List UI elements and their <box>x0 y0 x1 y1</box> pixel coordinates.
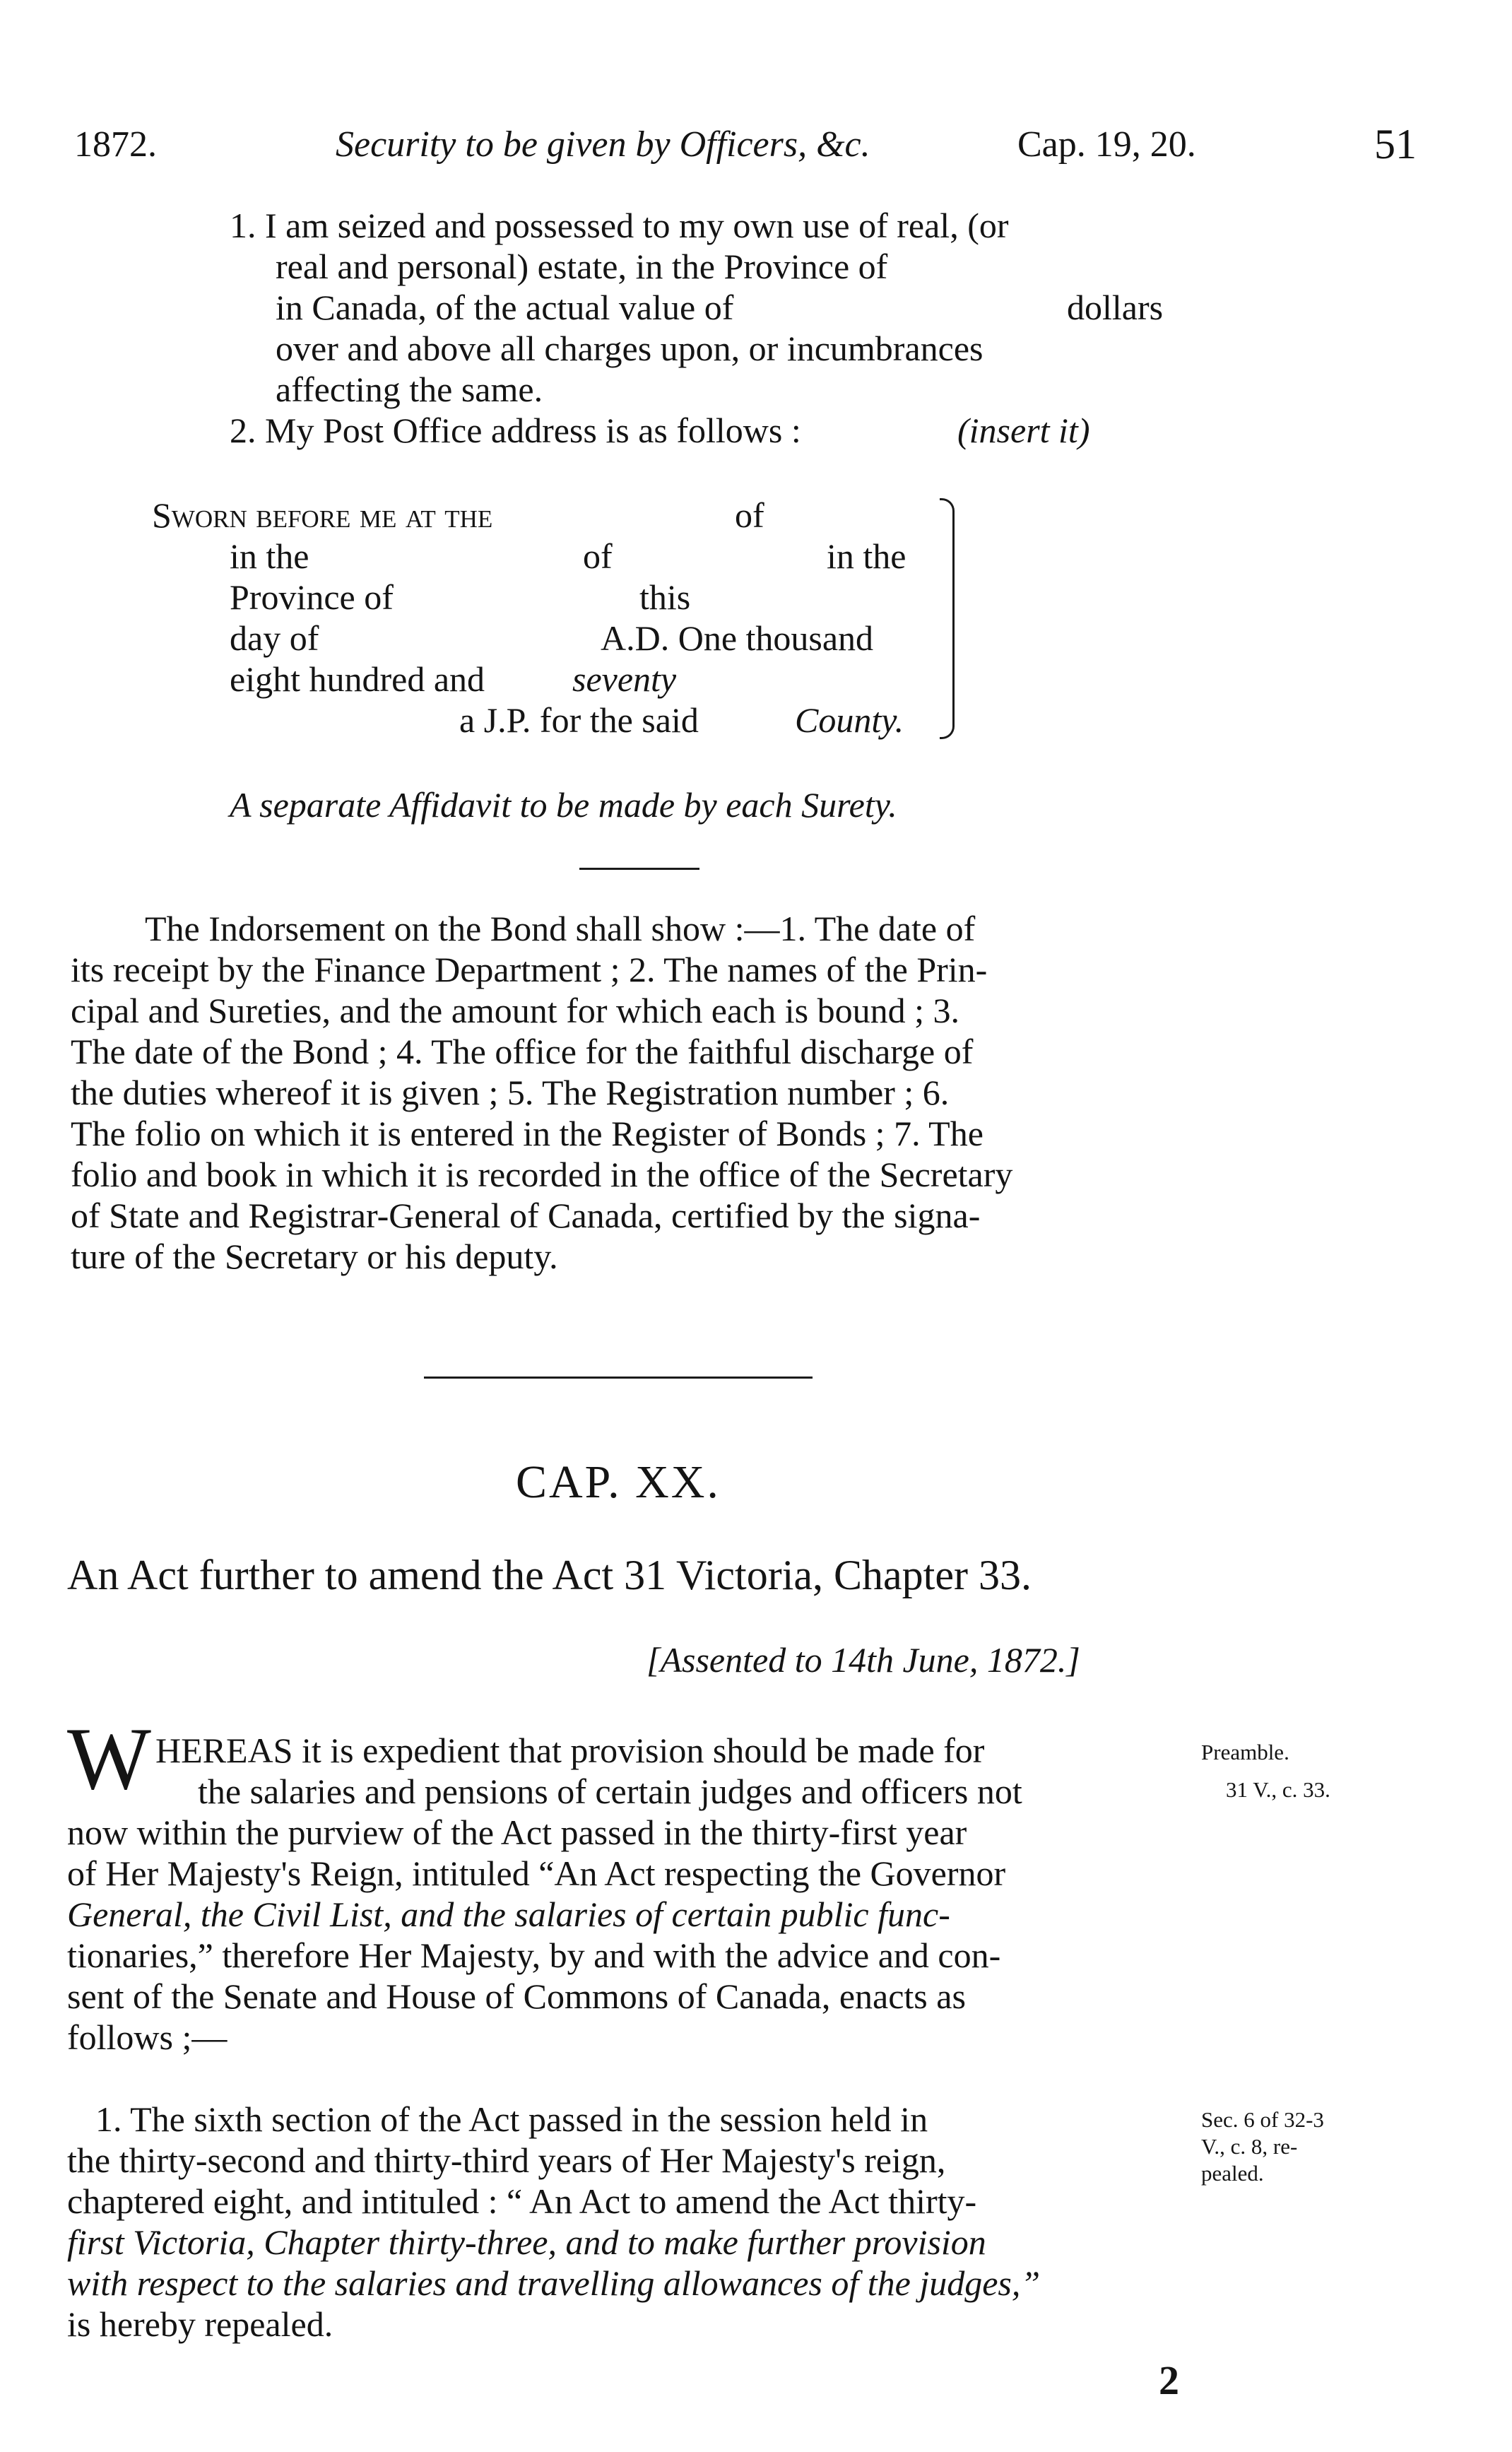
affidavit-line-5: affecting the same. <box>276 370 543 409</box>
sworn-row-2a: in the <box>230 536 309 576</box>
indorsement-line-1: The Indorsement on the Bond shall show :—1. The date of <box>145 909 976 948</box>
signature-mark: 2 <box>1159 2357 1179 2403</box>
preamble-line-7: sent of the Senate and House of Commons of Canada, enacts as <box>67 1976 966 2016</box>
sworn-row-1b: of <box>735 495 764 535</box>
indorsement-line-3: cipal and Sureties, and the amount for which each is bound ; 3. <box>71 991 960 1030</box>
margin-note-vc8: V., c. 8, re- <box>1201 2134 1298 2159</box>
preamble-line-8: follows ;— <box>67 2017 228 2057</box>
sworn-row-1a: Sworn before me at the <box>152 495 493 535</box>
affidavit-note: A separate Affidavit to be made by each Surety. <box>230 785 897 825</box>
page-number: 51 <box>1374 121 1417 167</box>
indorsement-line-5: the duties whereof it is given ; 5. The Registration number ; 6. <box>71 1073 950 1112</box>
sworn-row-5b: seventy <box>572 659 677 699</box>
section-1-line-2: the thirty-second and thirty-third years of Her Majesty's reign, <box>67 2140 946 2180</box>
section-divider <box>424 1377 813 1379</box>
header-title: Security to be given by Officers, &c. <box>336 124 870 165</box>
sworn-row-4b: A.D. One thousand <box>601 618 874 658</box>
preamble-line-3: now within the purview of the Act passed in the thirty-first year <box>67 1813 967 1852</box>
affidavit-insert: (insert it) <box>957 411 1090 450</box>
affidavit-line-4: over and above all charges upon, or incumbrances <box>276 329 984 368</box>
preamble-line-6: tionaries,” therefore Her Majesty, by and with the advice and con- <box>67 1935 1001 1975</box>
header-chapter: Cap. 19, 20. <box>1017 124 1196 165</box>
preamble-line-1: HEREAS it is expedient that provision should be made for <box>155 1731 985 1770</box>
preamble-line-5: General, the Civil List, and the salaries of certain public func- <box>67 1894 950 1934</box>
indorsement-line-9: ture of the Secretary or his deputy. <box>71 1237 558 1276</box>
affidavit-dollars: dollars <box>1067 288 1164 327</box>
section-1-line-1: 1. The sixth section of the Act passed in the session held in <box>95 2099 928 2139</box>
indorsement-line-7: folio and book in which it is recorded in the office of the Secretary <box>71 1155 1013 1194</box>
section-1-line-5: with respect to the salaries and travelling allowances of the judges,” <box>67 2263 1041 2303</box>
margin-note-preamble: Preamble. <box>1201 1740 1289 1764</box>
sworn-row-2b: of <box>583 536 613 576</box>
affidavit-item-2: 2. My Post Office address is as follows : <box>230 411 801 450</box>
margin-note-31v: 31 V., c. 33. <box>1226 1777 1330 1802</box>
preamble-line-2: the salaries and pensions of certain judges and officers not <box>198 1772 1022 1811</box>
margin-note-sec6: Sec. 6 of 32-3 <box>1201 2107 1324 2132</box>
sworn-row-6a: a J.P. for the said <box>459 700 699 740</box>
act-title: An Act further to amend the Act 31 Victoria, Chapter 33. <box>67 1552 1032 1598</box>
margin-note-repealed: pealed. <box>1201 2161 1264 2186</box>
sworn-row-2c: in the <box>827 536 906 576</box>
short-divider <box>579 868 699 870</box>
assented-date: [Assented to 14th June, 1872.] <box>646 1640 1080 1680</box>
affidavit-line-2: real and personal) estate, in the Province of <box>276 247 888 286</box>
affidavit-line-1: 1. I am seized and possessed to my own use of real, (or <box>230 206 1009 245</box>
sworn-brace <box>940 498 955 739</box>
indorsement-line-2: its receipt by the Finance Department ; 2. The names of the Prin- <box>71 950 988 989</box>
sworn-row-5a: eight hundred and <box>230 659 485 699</box>
indorsement-line-6: The folio on which it is entered in the Register of Bonds ; 7. The <box>71 1114 984 1153</box>
sworn-row-3a: Province of <box>230 577 394 617</box>
affidavit-line-3: in Canada, of the actual value of <box>276 288 734 327</box>
section-1-line-6: is hereby repealed. <box>67 2304 333 2344</box>
cap-heading: CAP. XX. <box>516 1456 721 1508</box>
sworn-row-3b: this <box>639 577 691 617</box>
preamble-line-4: of Her Majesty's Reign, intituled “An Act respecting the Governor <box>67 1853 1006 1893</box>
header-year: 1872. <box>74 124 157 165</box>
sworn-row-4a: day of <box>230 618 319 658</box>
indorsement-line-8: of State and Registrar-General of Canada, certified by the signa- <box>71 1196 981 1235</box>
sworn-row-6b: County. <box>795 700 904 740</box>
indorsement-line-4: The date of the Bond ; 4. The office for the faithful discharge of <box>71 1032 974 1071</box>
preamble-dropcap: W <box>67 1710 151 1808</box>
section-1-line-3: chaptered eight, and intituled : “ An Act to amend the Act thirty- <box>67 2181 977 2221</box>
section-1-line-4: first Victoria, Chapter thirty-three, and to make further provision <box>67 2222 986 2262</box>
